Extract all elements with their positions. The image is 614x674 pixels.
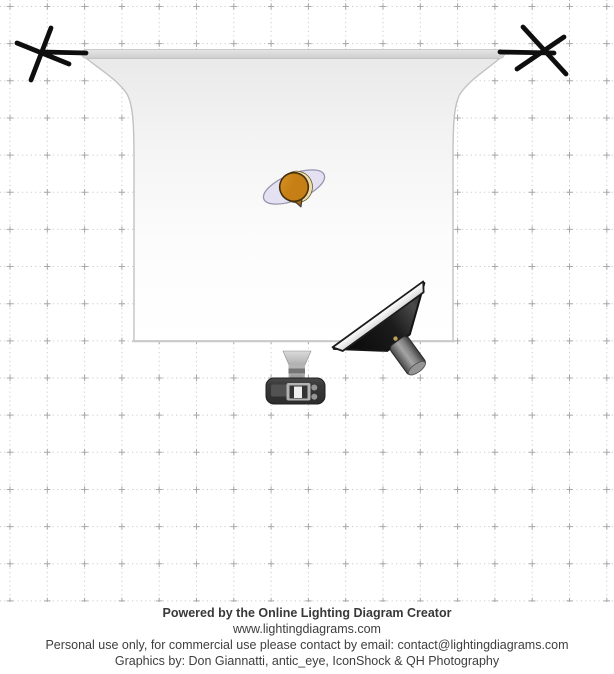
light-stand-right-icon[interactable]	[500, 27, 566, 74]
lens-zoom-ring	[289, 369, 306, 374]
stand-arm	[43, 52, 86, 53]
camera-icon[interactable]	[266, 351, 325, 404]
lens-hood	[283, 351, 311, 365]
powered-by-text: Powered by the Online Lighting Diagram Creator	[162, 606, 452, 620]
stand-arm	[500, 52, 554, 53]
camera-grip	[271, 385, 287, 397]
license-text: Personal use only, for commercial use please contact by email: contact@lightingdiagrams.com	[45, 638, 569, 652]
footer-credits	[0, 601, 614, 669]
website-url-text: www.lightingdiagrams.com	[233, 622, 381, 636]
camera-dial	[311, 394, 317, 400]
backdrop-bar[interactable]	[82, 50, 505, 59]
camera-dial	[311, 385, 317, 391]
light-stand-left-icon[interactable]	[17, 28, 86, 80]
graphics-credit-text: Graphics by: Don Giannatti, antic_eye, IconShock & QH Photography	[114, 654, 500, 668]
viewfinder-eyepiece	[294, 387, 302, 399]
